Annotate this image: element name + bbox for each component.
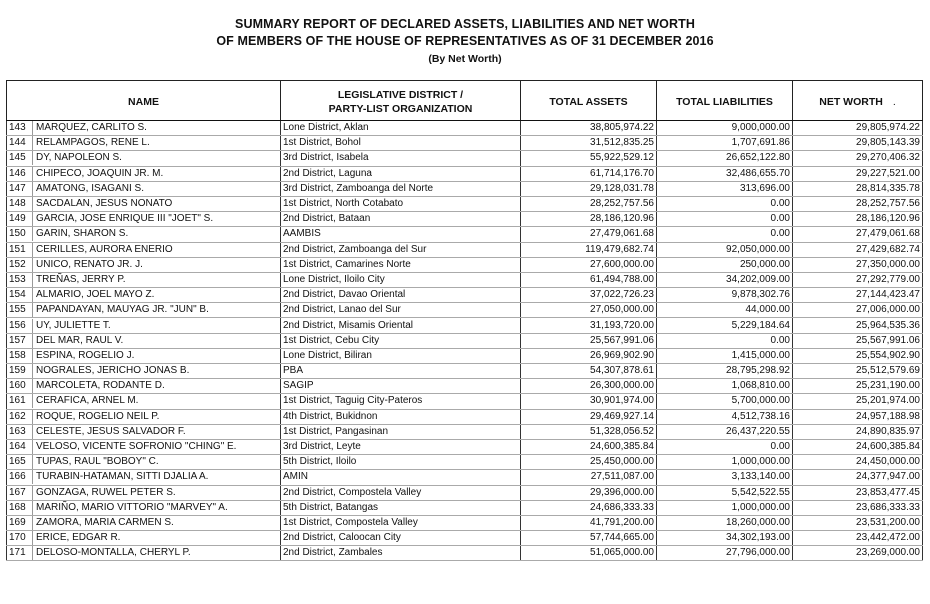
table-row <box>7 470 923 485</box>
cell-member-name: CHIPECO, JOAQUIN JR. M. <box>36 167 164 179</box>
cell-total-liabilities: 26,437,220.55 <box>657 424 793 439</box>
cell-member-name: MARQUEZ, CARLITO S. <box>36 122 147 134</box>
cell-member-name: MARIÑO, MARIO VITTORIO "MARVEY" A. <box>36 501 228 513</box>
cell-total-assets: 25,450,000.00 <box>521 455 657 470</box>
cell-total-assets: 27,600,000.00 <box>521 257 657 272</box>
cell-district: 2nd District, Bataan <box>281 212 521 227</box>
cell-district: 1st District, Bohol <box>281 136 521 151</box>
header-net-worth-label: NET WORTH <box>819 95 883 108</box>
cell-total-liabilities: 1,000,000.00 <box>657 455 793 470</box>
cell-name <box>7 515 281 530</box>
cell-district: 2nd District, Caloocan City <box>281 531 521 546</box>
cell-name <box>7 121 281 136</box>
cell-district: AMIN <box>281 470 521 485</box>
cell-name <box>7 333 281 348</box>
cell-district: 1st District, North Cotabato <box>281 196 521 211</box>
cell-name <box>7 212 281 227</box>
cell-district: 3rd District, Isabela <box>281 151 521 166</box>
cell-total-assets: 27,511,087.00 <box>521 470 657 485</box>
report-subtitle: (By Net Worth) <box>428 53 502 65</box>
table-row <box>7 455 923 470</box>
cell-member-name: DELOSO-MONTALLA, CHERYL P. <box>36 547 191 559</box>
cell-net-worth: 25,567,991.06 <box>793 333 923 348</box>
cell-net-worth: 23,442,472.00 <box>793 531 923 546</box>
table-header-row <box>7 81 923 121</box>
table-row <box>7 181 923 196</box>
cell-total-assets: 51,065,000.00 <box>521 546 657 561</box>
cell-total-assets: 29,469,927.14 <box>521 409 657 424</box>
cell-name <box>7 364 281 379</box>
cell-total-assets: 57,744,665.00 <box>521 531 657 546</box>
cell-district: 1st District, Camarines Norte <box>281 257 521 272</box>
cell-rank: 154 <box>7 288 33 302</box>
header-net-worth-mark: . <box>892 95 896 108</box>
cell-rank: 164 <box>7 440 33 454</box>
cell-net-worth: 28,814,335.78 <box>793 181 923 196</box>
cell-district: 1st District, Taguig City-Pateros <box>281 394 521 409</box>
header-assets: TOTAL ASSETS <box>521 81 657 121</box>
table-row <box>7 500 923 515</box>
cell-member-name: ESPINA, ROGELIO J. <box>36 349 135 361</box>
cell-rank: 146 <box>7 167 33 181</box>
cell-total-liabilities: 0.00 <box>657 333 793 348</box>
cell-member-name: SACDALAN, JESUS NONATO <box>36 198 173 210</box>
cell-rank: 144 <box>7 136 33 150</box>
cell-member-name: CERAFICA, ARNEL M. <box>36 395 139 407</box>
cell-member-name: CELESTE, JESUS SALVADOR F. <box>36 425 186 437</box>
cell-member-name: PAPANDAYAN, MAUYAG JR. "JUN" B. <box>36 304 209 316</box>
cell-rank: 167 <box>7 486 33 500</box>
report-header <box>0 16 930 67</box>
cell-member-name: TUPAS, RAUL "BOBOY" C. <box>36 456 159 468</box>
cell-district: 2nd District, Zamboanga del Sur <box>281 242 521 257</box>
cell-district: PBA <box>281 364 521 379</box>
cell-district: 3rd District, Leyte <box>281 439 521 454</box>
cell-district: 2nd District, Zambales <box>281 546 521 561</box>
table-row <box>7 394 923 409</box>
cell-net-worth: 27,144,423.47 <box>793 288 923 303</box>
cell-member-name: CERILLES, AURORA ENERIO <box>36 243 173 255</box>
cell-total-liabilities: 5,229,184.64 <box>657 318 793 333</box>
cell-rank: 155 <box>7 303 33 317</box>
cell-member-name: ROQUE, ROGELIO NEIL P. <box>36 410 160 422</box>
cell-total-liabilities: 0.00 <box>657 212 793 227</box>
cell-total-liabilities: 1,068,810.00 <box>657 379 793 394</box>
cell-net-worth: 28,186,120.96 <box>793 212 923 227</box>
table-row <box>7 303 923 318</box>
cell-member-name: ZAMORA, MARIA CARMEN S. <box>36 516 174 528</box>
cell-district: 2nd District, Lanao del Sur <box>281 303 521 318</box>
cell-total-assets: 24,600,385.84 <box>521 439 657 454</box>
cell-member-name: GARCIA, JOSE ENRIQUE III "JOET" S. <box>36 213 214 225</box>
cell-rank: 158 <box>7 349 33 363</box>
cell-member-name: GARIN, SHARON S. <box>36 228 129 240</box>
cell-rank: 162 <box>7 410 33 424</box>
cell-name <box>7 394 281 409</box>
table-row <box>7 409 923 424</box>
header-name: NAME <box>7 81 281 121</box>
table-row <box>7 242 923 257</box>
cell-district: 5th District, Batangas <box>281 500 521 515</box>
table-row <box>7 151 923 166</box>
cell-total-liabilities: 34,202,009.00 <box>657 272 793 287</box>
cell-total-liabilities: 32,486,655.70 <box>657 166 793 181</box>
cell-total-liabilities: 0.00 <box>657 196 793 211</box>
cell-total-assets: 55,922,529.12 <box>521 151 657 166</box>
cell-total-liabilities: 1,415,000.00 <box>657 348 793 363</box>
table-row <box>7 227 923 242</box>
table-row <box>7 485 923 500</box>
table-row <box>7 212 923 227</box>
cell-net-worth: 27,006,000.00 <box>793 303 923 318</box>
cell-total-liabilities: 0.00 <box>657 227 793 242</box>
cell-net-worth: 29,805,974.22 <box>793 121 923 136</box>
cell-net-worth: 29,227,521.00 <box>793 166 923 181</box>
cell-total-assets: 27,050,000.00 <box>521 303 657 318</box>
cell-name <box>7 439 281 454</box>
table-row <box>7 166 923 181</box>
cell-rank: 156 <box>7 319 33 333</box>
cell-member-name: ERICE, EDGAR R. <box>36 532 121 544</box>
cell-district: 3rd District, Zamboanga del Norte <box>281 181 521 196</box>
cell-total-liabilities: 250,000.00 <box>657 257 793 272</box>
cell-district: Lone District, Biliran <box>281 348 521 363</box>
cell-district: 2nd District, Davao Oriental <box>281 288 521 303</box>
cell-name <box>7 500 281 515</box>
cell-rank: 153 <box>7 273 33 287</box>
table-row <box>7 379 923 394</box>
cell-total-liabilities: 313,696.00 <box>657 181 793 196</box>
table-row <box>7 318 923 333</box>
cell-rank: 149 <box>7 212 33 226</box>
cell-member-name: GONZAGA, RUWEL PETER S. <box>36 486 176 498</box>
cell-name <box>7 470 281 485</box>
cell-net-worth: 23,853,477.45 <box>793 485 923 500</box>
cell-total-liabilities: 28,795,298.92 <box>657 364 793 379</box>
cell-rank: 169 <box>7 516 33 530</box>
cell-district: 5th District, Iloilo <box>281 455 521 470</box>
header-district-line1: LEGISLATIVE DISTRICT / <box>337 88 464 101</box>
cell-rank: 161 <box>7 394 33 408</box>
cell-net-worth: 23,686,333.33 <box>793 500 923 515</box>
cell-total-liabilities: 34,302,193.00 <box>657 531 793 546</box>
table-row <box>7 424 923 439</box>
cell-name <box>7 485 281 500</box>
cell-total-assets: 28,252,757.56 <box>521 196 657 211</box>
cell-rank: 143 <box>7 121 33 135</box>
cell-total-assets: 25,567,991.06 <box>521 333 657 348</box>
cell-net-worth: 27,350,000.00 <box>793 257 923 272</box>
cell-name <box>7 257 281 272</box>
cell-member-name: AMATONG, ISAGANI S. <box>36 182 144 194</box>
table-row <box>7 348 923 363</box>
cell-name <box>7 272 281 287</box>
cell-member-name: TREÑAS, JERRY P. <box>36 273 126 285</box>
table-row <box>7 546 923 561</box>
table-body <box>7 121 923 561</box>
cell-total-assets: 61,714,176.70 <box>521 166 657 181</box>
cell-rank: 166 <box>7 470 33 484</box>
cell-total-liabilities: 92,050,000.00 <box>657 242 793 257</box>
cell-name <box>7 166 281 181</box>
cell-total-assets: 31,512,835.25 <box>521 136 657 151</box>
cell-total-assets: 51,328,056.52 <box>521 424 657 439</box>
cell-total-assets: 38,805,974.22 <box>521 121 657 136</box>
cell-member-name: MARCOLETA, RODANTE D. <box>36 380 165 392</box>
cell-name <box>7 318 281 333</box>
cell-rank: 151 <box>7 243 33 257</box>
cell-total-assets: 37,022,726.23 <box>521 288 657 303</box>
cell-name <box>7 227 281 242</box>
cell-name <box>7 531 281 546</box>
cell-rank: 150 <box>7 227 33 241</box>
cell-rank: 147 <box>7 182 33 196</box>
table-row <box>7 196 923 211</box>
table-row <box>7 333 923 348</box>
cell-total-liabilities: 9,878,302.76 <box>657 288 793 303</box>
cell-district: 1st District, Pangasinan <box>281 424 521 439</box>
cell-name <box>7 196 281 211</box>
table-row <box>7 531 923 546</box>
cell-total-assets: 26,300,000.00 <box>521 379 657 394</box>
cell-member-name: DY, NAPOLEON S. <box>36 152 122 164</box>
cell-total-liabilities: 44,000.00 <box>657 303 793 318</box>
cell-name <box>7 409 281 424</box>
cell-district: AAMBIS <box>281 227 521 242</box>
cell-district: 2nd District, Compostela Valley <box>281 485 521 500</box>
cell-total-assets: 31,193,720.00 <box>521 318 657 333</box>
cell-total-assets: 27,479,061.68 <box>521 227 657 242</box>
cell-district: 2nd District, Laguna <box>281 166 521 181</box>
cell-total-assets: 119,479,682.74 <box>521 242 657 257</box>
cell-rank: 163 <box>7 425 33 439</box>
cell-name <box>7 546 281 561</box>
cell-district: Lone District, Aklan <box>281 121 521 136</box>
cell-total-liabilities: 18,260,000.00 <box>657 515 793 530</box>
cell-total-assets: 41,791,200.00 <box>521 515 657 530</box>
cell-member-name: NOGRALES, JERICHO JONAS B. <box>36 365 190 377</box>
cell-total-assets: 61,494,788.00 <box>521 272 657 287</box>
cell-district: Lone District, Iloilo City <box>281 272 521 287</box>
cell-rank: 165 <box>7 455 33 469</box>
cell-name <box>7 151 281 166</box>
cell-rank: 160 <box>7 379 33 393</box>
cell-total-liabilities: 5,700,000.00 <box>657 394 793 409</box>
cell-district: 4th District, Bukidnon <box>281 409 521 424</box>
cell-member-name: DEL MAR, RAUL V. <box>36 334 124 346</box>
cell-net-worth: 25,201,974.00 <box>793 394 923 409</box>
cell-total-assets: 29,128,031.78 <box>521 181 657 196</box>
cell-rank: 152 <box>7 258 33 272</box>
cell-district: SAGIP <box>281 379 521 394</box>
report-title-line2: OF MEMBERS OF THE HOUSE OF REPRESENTATIVES AS OF 31 DECEMBER 2016 <box>216 34 714 48</box>
cell-total-assets: 24,686,333.33 <box>521 500 657 515</box>
cell-total-liabilities: 1,000,000.00 <box>657 500 793 515</box>
cell-net-worth: 24,450,000.00 <box>793 455 923 470</box>
cell-rank: 159 <box>7 364 33 378</box>
cell-total-assets: 54,307,878.61 <box>521 364 657 379</box>
cell-net-worth: 23,269,000.00 <box>793 546 923 561</box>
table-row <box>7 364 923 379</box>
cell-name <box>7 424 281 439</box>
cell-rank: 171 <box>7 546 33 560</box>
cell-total-liabilities: 9,000,000.00 <box>657 121 793 136</box>
cell-net-worth: 25,554,902.90 <box>793 348 923 363</box>
cell-member-name: VELOSO, VICENTE SOFRONIO "CHING" E. <box>36 441 237 453</box>
net-worth-table <box>6 80 923 561</box>
cell-name <box>7 288 281 303</box>
cell-net-worth: 25,231,190.00 <box>793 379 923 394</box>
cell-net-worth: 25,512,579.69 <box>793 364 923 379</box>
table-row <box>7 121 923 136</box>
cell-total-assets: 30,901,974.00 <box>521 394 657 409</box>
cell-net-worth: 25,964,535.36 <box>793 318 923 333</box>
cell-name <box>7 136 281 151</box>
cell-net-worth: 27,479,061.68 <box>793 227 923 242</box>
cell-name <box>7 181 281 196</box>
cell-net-worth: 24,600,385.84 <box>793 439 923 454</box>
header-district-line2: PARTY-LIST ORGANIZATION <box>328 102 473 115</box>
cell-member-name: TURABIN-HATAMAN, SITTI DJALIA A. <box>36 471 209 483</box>
header-liabilities: TOTAL LIABILITIES <box>657 81 793 121</box>
cell-total-liabilities: 0.00 <box>657 439 793 454</box>
cell-name <box>7 242 281 257</box>
cell-rank: 170 <box>7 531 33 545</box>
cell-total-assets: 28,186,120.96 <box>521 212 657 227</box>
cell-name <box>7 303 281 318</box>
cell-total-liabilities: 1,707,691.86 <box>657 136 793 151</box>
cell-district: 1st District, Cebu City <box>281 333 521 348</box>
cell-rank: 145 <box>7 151 33 165</box>
cell-name <box>7 455 281 470</box>
cell-total-liabilities: 5,542,522.55 <box>657 485 793 500</box>
header-district <box>281 81 521 121</box>
table-row <box>7 272 923 287</box>
report-title-line1: SUMMARY REPORT OF DECLARED ASSETS, LIABILITIES AND NET WORTH <box>235 17 695 31</box>
cell-total-assets: 29,396,000.00 <box>521 485 657 500</box>
cell-net-worth: 28,252,757.56 <box>793 196 923 211</box>
cell-net-worth: 29,270,406.32 <box>793 151 923 166</box>
cell-total-liabilities: 26,652,122.80 <box>657 151 793 166</box>
cell-rank: 168 <box>7 501 33 515</box>
table-row <box>7 257 923 272</box>
cell-member-name: ALMARIO, JOEL MAYO Z. <box>36 289 155 301</box>
table-row <box>7 136 923 151</box>
cell-total-liabilities: 4,512,738.16 <box>657 409 793 424</box>
cell-member-name: UY, JULIETTE T. <box>36 319 111 331</box>
cell-district: 2nd District, Misamis Oriental <box>281 318 521 333</box>
cell-total-assets: 26,969,902.90 <box>521 348 657 363</box>
header-net-worth <box>793 81 923 121</box>
cell-net-worth: 27,429,682.74 <box>793 242 923 257</box>
cell-name <box>7 348 281 363</box>
cell-net-worth: 27,292,779.00 <box>793 272 923 287</box>
table-row <box>7 515 923 530</box>
cell-name <box>7 379 281 394</box>
table-row <box>7 288 923 303</box>
cell-district: 1st District, Compostela Valley <box>281 515 521 530</box>
cell-rank: 157 <box>7 334 33 348</box>
cell-rank: 148 <box>7 197 33 211</box>
cell-net-worth: 23,531,200.00 <box>793 515 923 530</box>
cell-total-liabilities: 27,796,000.00 <box>657 546 793 561</box>
cell-net-worth: 24,957,188.98 <box>793 409 923 424</box>
cell-member-name: UNICO, RENATO JR. J. <box>36 258 143 270</box>
cell-total-liabilities: 3,133,140.00 <box>657 470 793 485</box>
cell-net-worth: 24,890,835.97 <box>793 424 923 439</box>
table-row <box>7 439 923 454</box>
cell-net-worth: 24,377,947.00 <box>793 470 923 485</box>
cell-member-name: RELAMPAGOS, RENE L. <box>36 137 150 149</box>
cell-net-worth: 29,805,143.39 <box>793 136 923 151</box>
